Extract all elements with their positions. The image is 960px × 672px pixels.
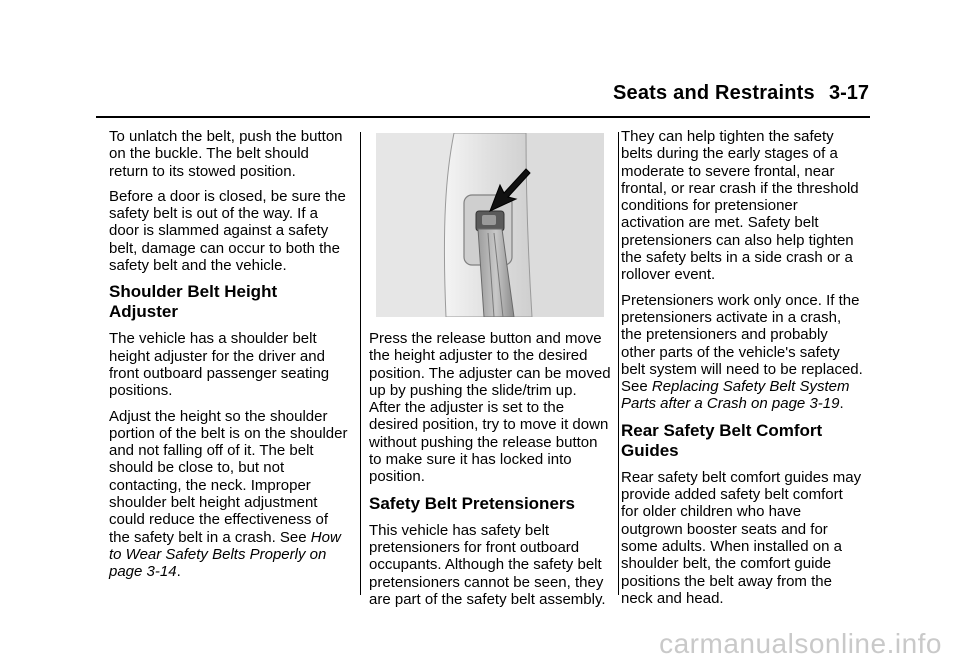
text-line: are part of the safety belt assembly.: [369, 590, 606, 608]
text-line: shoulder belt, the comfort guide: [621, 555, 832, 573]
cross-reference-link[interactable]: page 3-14: [109, 563, 177, 581]
paragraph-release-button: [369, 330, 611, 486]
text-line: moderate to severe frontal, near: [621, 162, 835, 180]
text-line: up by pushing the slide/trim up.: [369, 381, 577, 399]
text-line: on the buckle. The belt should: [109, 145, 309, 163]
paragraph-adjust-height: [109, 408, 349, 581]
see-prefix: the safety belt in a crash. See: [109, 528, 311, 546]
text-line: contacting, the neck. Improper: [109, 476, 311, 494]
text-line: door is slammed against a safety: [109, 222, 329, 240]
text-line: could reduce the effectiveness of: [109, 511, 329, 529]
page-number: 3-17: [828, 82, 869, 104]
text-line: After the adjuster is set to the: [369, 399, 565, 417]
text-line: shoulder belt height adjustment: [109, 494, 318, 512]
text-line: The vehicle has a shoulder belt: [109, 330, 317, 348]
column-3: [621, 128, 869, 615]
paragraph-unlatch: [109, 128, 349, 180]
adjuster-diagram: [376, 133, 604, 317]
paragraph-adjuster-intro: [109, 330, 349, 399]
heading-line: Guides: [621, 440, 679, 460]
text-line: portion of the belt is on the shoulder: [109, 424, 348, 442]
text-line: rollover event.: [621, 266, 716, 284]
text-line: positions the belt away from the: [621, 572, 832, 590]
column-divider-2: [618, 132, 619, 595]
text-line: pretensioners activate in a crash,: [621, 308, 842, 326]
trim-right: [526, 133, 604, 317]
paragraph-comfort-guides: [621, 469, 869, 607]
section-title: Seats and Restraints: [613, 82, 815, 104]
heading-safety-belt-pretensioners: Safety Belt Pretensioners: [369, 493, 575, 513]
paragraph-pretensioners-tighten: [621, 128, 869, 284]
text-line: other parts of the vehicle's safety: [621, 343, 840, 361]
text-line: safety belt is out of the way. If a: [109, 205, 318, 223]
text-line: Rear safety belt comfort guides may: [621, 468, 862, 486]
watermark: carmanualsonline.info: [659, 628, 942, 659]
text-line: They can help tighten the safety: [621, 128, 834, 145]
text-line: the safety belts in a side crash or a: [621, 249, 853, 267]
cross-reference-link[interactable]: Replacing Safety Belt System: [651, 378, 850, 396]
see-prefix: See: [621, 378, 652, 396]
text-line: To unlatch the belt, push the button: [109, 128, 343, 145]
trim-left: [376, 133, 454, 317]
text-line: the pretensioners and probably: [621, 326, 828, 344]
column-divider-1: [360, 132, 361, 595]
text-line: [109, 563, 349, 580]
text-line: safety belt and the vehicle.: [109, 257, 287, 275]
shoulder-belt-adjuster-illustration: [376, 133, 604, 317]
text-line: belts during the early stages of a: [621, 145, 838, 163]
text-line: front outboard passenger seating: [109, 364, 330, 382]
text-line: neck and head.: [621, 589, 724, 607]
column-1: [109, 128, 349, 589]
text-line: Pretensioners work only once. If the: [621, 291, 860, 309]
header-rule: [96, 116, 870, 118]
page-footer: [0, 622, 960, 672]
text-line: some adults. When installed on a: [621, 537, 842, 555]
text-line: belt, damage can occur to both the: [109, 239, 340, 257]
paragraph-pretensioners-intro: [369, 522, 607, 608]
text-line: occupants. Although the safety belt: [369, 556, 602, 574]
text-line: desired position, try to move it down: [369, 416, 609, 434]
text-line: without pushing the release button: [369, 433, 598, 451]
period: .: [176, 563, 181, 581]
page-header: [607, 82, 869, 114]
text-line: belt system will need to be replaced.: [621, 360, 863, 378]
text-line: Adjust the height so the shoulder: [109, 407, 328, 425]
column-2: [369, 330, 611, 616]
text-line: position. The adjuster can be moved: [369, 364, 611, 382]
heading-rear-safety-belt-comfort-guides: [621, 421, 869, 461]
cross-reference-link[interactable]: to Wear Safety Belts Properly on: [109, 545, 327, 563]
text-line: pretensioners can also help tighten: [621, 231, 854, 249]
text-line: height adjuster for the driver and: [109, 347, 325, 365]
text-line: the height adjuster to the desired: [369, 347, 588, 365]
text-line: should be close to, but not: [109, 459, 285, 477]
text-line: outgrown booster seats and for: [621, 520, 828, 538]
cross-reference-link[interactable]: Parts after a Crash on page 3-19: [621, 395, 840, 413]
text-line: This vehicle has safety belt: [369, 521, 550, 539]
text-line: conditions for pretensioner: [621, 197, 798, 215]
text-line: positions.: [109, 382, 173, 400]
period: .: [839, 395, 844, 413]
cross-reference-link[interactable]: How: [310, 528, 341, 546]
heading-shoulder-belt-height-adjuster: Shoulder Belt Height Adjuster: [109, 282, 278, 322]
text-line: to make sure it has locked into: [369, 451, 572, 469]
heading-line: Rear Safety Belt Comfort: [621, 420, 823, 440]
text-line: pretensioners cannot be seen, they: [369, 573, 604, 591]
text-line: provide added safety belt comfort: [621, 486, 843, 504]
text-line: return to its stowed position.: [109, 162, 296, 180]
text-line: for older children who have: [621, 503, 802, 521]
text-line: activation are met. Safety belt: [621, 214, 819, 232]
text-line: [109, 529, 349, 546]
text-line: [621, 378, 869, 395]
text-line: and not falling off of it. The belt: [109, 442, 314, 460]
text-line: position.: [369, 468, 425, 486]
text-line: frontal, or rear crash if the threshold: [621, 179, 859, 197]
text-line: [621, 395, 869, 412]
text-line: Press the release button and move: [369, 330, 602, 347]
paragraph-door: [109, 188, 349, 274]
text-line: Before a door is closed, be sure the: [109, 187, 346, 205]
text-line: pretensioners for front outboard: [369, 538, 580, 556]
paragraph-work-once: [621, 292, 869, 413]
